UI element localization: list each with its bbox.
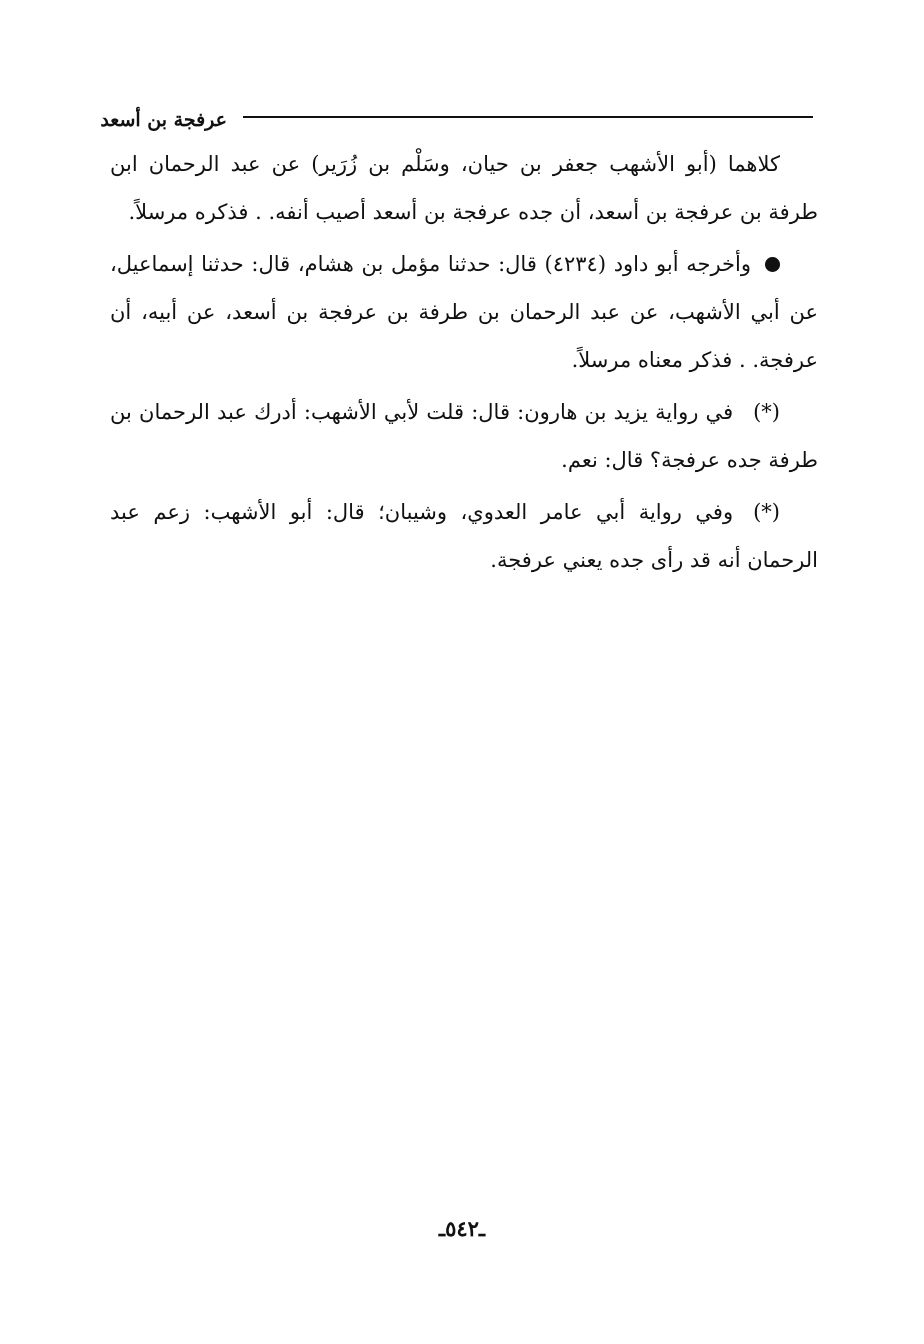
paragraph-1: كلاهما (أبو الأشهب جعفر بن حيان، وسَلْم بن زُرَير) عن عبد الرحمان ابن طرفة بن عرفجة بن أسعد، أن جده عرفجة بن أسعد أصيب أنفه. . فذكره مرسلاً. [110, 152, 818, 224]
note-marker: (*) [753, 500, 780, 524]
paragraph-2 [110, 240, 818, 384]
note-paragraph-2 [110, 488, 818, 584]
header-rule [243, 116, 813, 118]
note-paragraph-1 [110, 388, 818, 484]
note-paragraph-2-text: وفي رواية أبي عامر العدوي، وشيبان؛ قال: أبو الأشهب: زعم عبد الرحمان أنه قد رأى جده يعني عرفجة. [110, 500, 818, 572]
main-text [110, 140, 818, 588]
note-marker: (*) [753, 400, 780, 424]
bullet-icon [765, 257, 780, 272]
running-header [100, 104, 813, 136]
note-paragraph-1-text: في رواية يزيد بن هارون: قال: قلت لأبي الأشهب: أدرك عبد الرحمان بن طرفة جده عرفجة؟ قال: نعم. [110, 400, 818, 472]
page-number: ـ٥٤٢ـ [438, 1216, 486, 1241]
paragraph-2-text: وأخرجه أبو داود (٤٢٣٤) قال: حدثنا مؤمل بن هشام، قال: حدثنا إسماعيل، عن أبي الأشهب، عن عبد الرحمان بن طرفة بن عرفجة بن أسعد، عن أبيه، أن عرفجة. . فذكر معناه مرسلاً. [110, 252, 818, 372]
running-title: عرفجة بن أسعد [100, 109, 227, 131]
